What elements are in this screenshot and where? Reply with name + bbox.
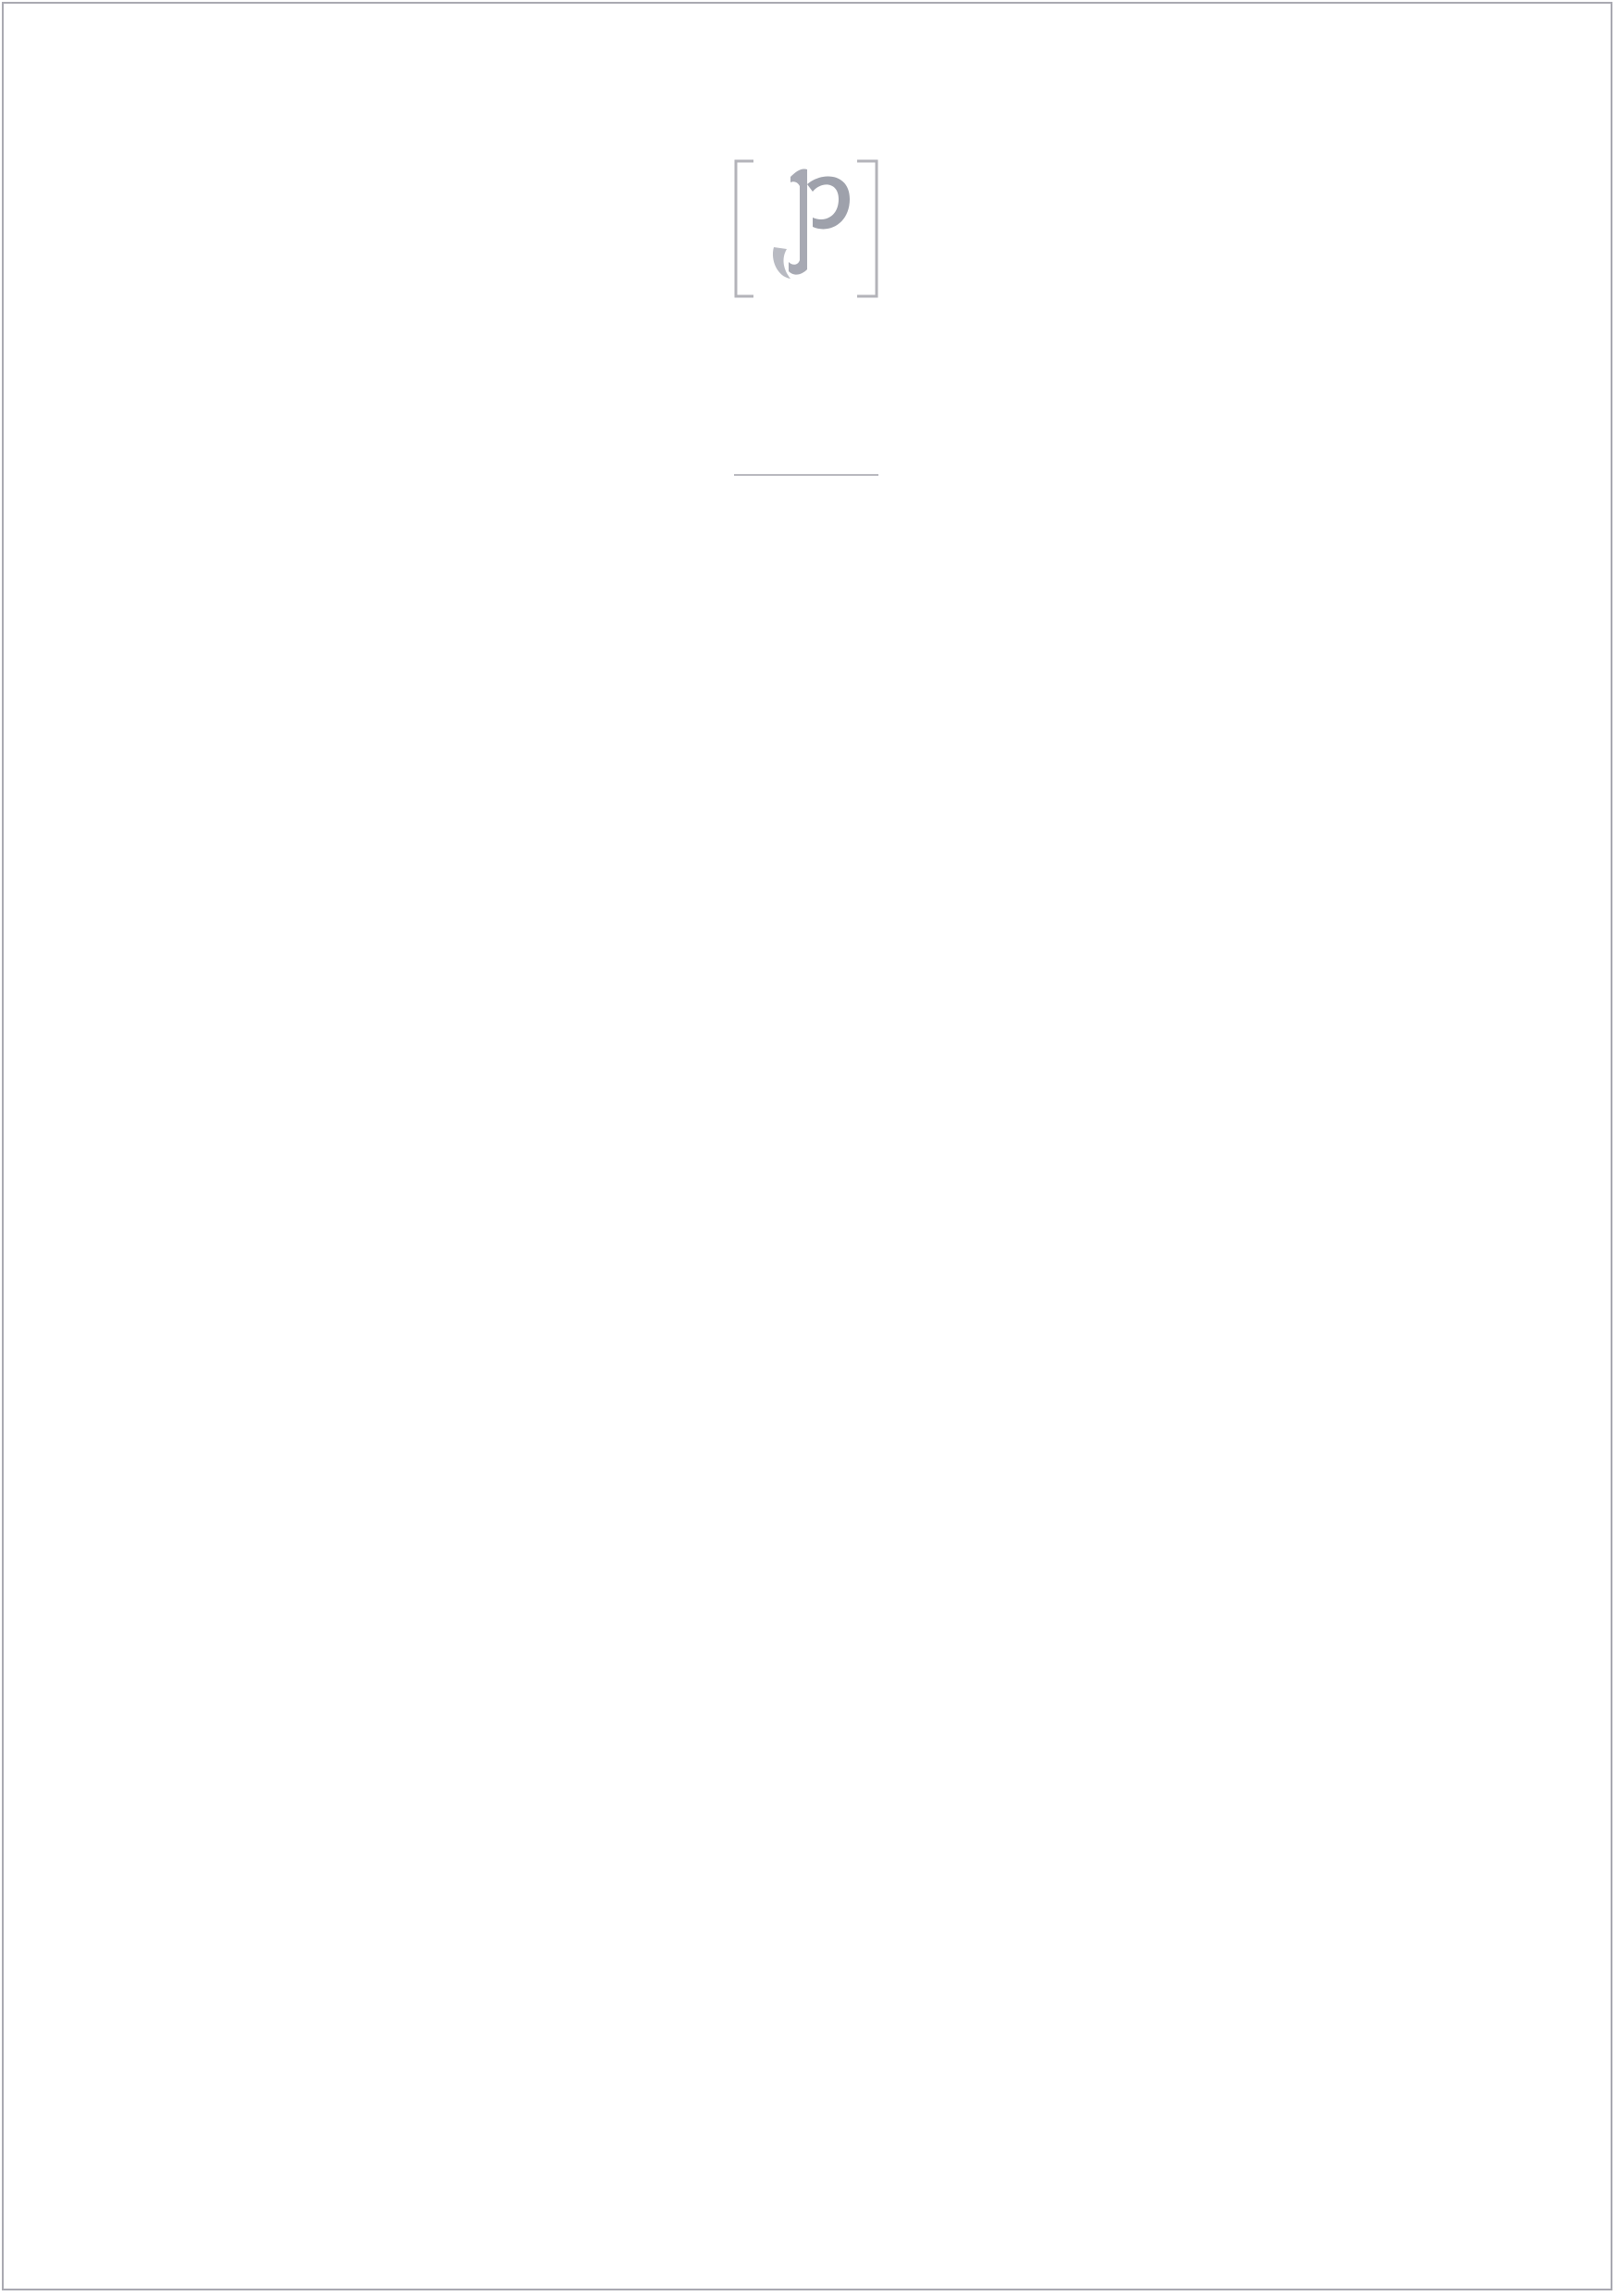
section-smoothies: [868, 974, 1424, 1023]
header-divider: [734, 474, 878, 476]
dotted-divider-bottom: [0, 1551, 1618, 1578]
page-frame: [2, 2, 1612, 2290]
dotted-divider-top: [0, 818, 1618, 846]
section-the-glace: [0, 1691, 1618, 1740]
section-boissons-frappees: [193, 974, 748, 1023]
brand-logo: [733, 158, 879, 299]
